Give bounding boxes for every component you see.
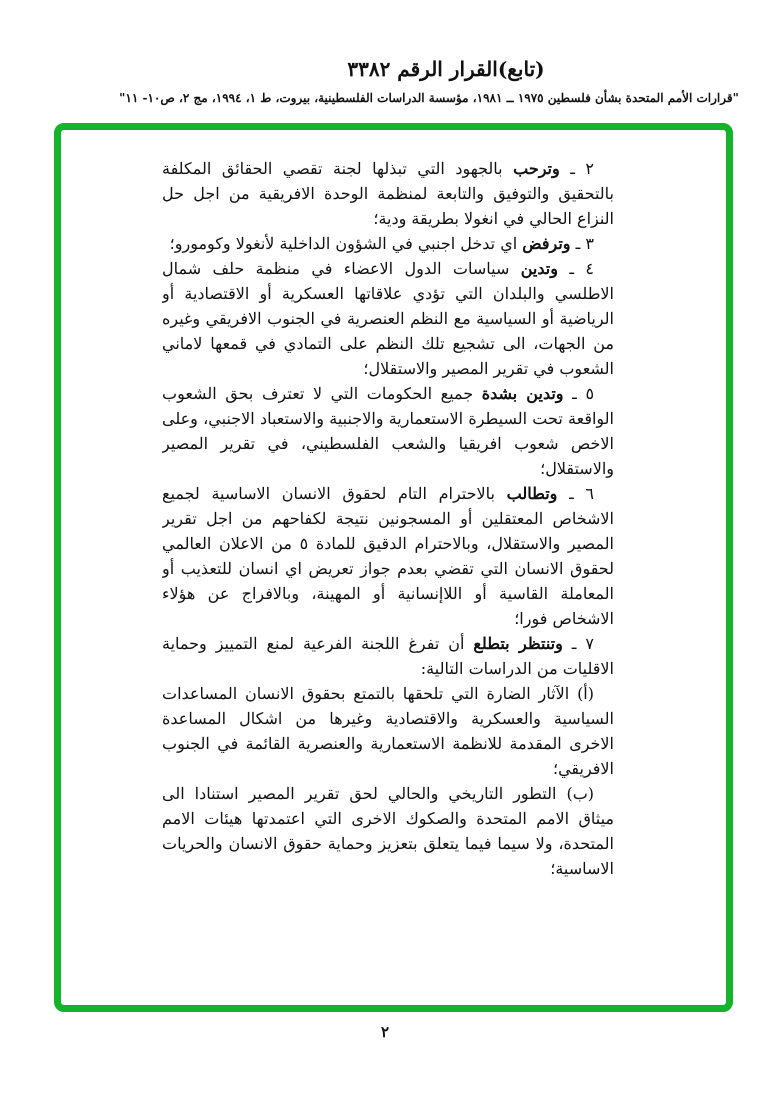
paragraph-body: أن تفرغ اللجنة الفرعية لمنع التمييز وحماية الاقليات من الدراسات التالية:: [162, 634, 614, 678]
paragraph-body: اي تدخل اجنبي في الشؤون الداخلية لأنغولا وكومورو؛: [169, 234, 518, 253]
paragraph-lead: وترحب: [513, 159, 560, 178]
subparagraph-a: [162, 681, 614, 781]
paragraph-5: [162, 381, 614, 481]
page-title: (تابع)القرار الرقم ٣٣٨٢: [347, 57, 545, 81]
paragraph-number: ٧ ـ: [571, 634, 595, 653]
paragraph-2: [162, 156, 614, 231]
paragraph-number: ٦ ـ: [569, 484, 595, 503]
paragraph-body: بالاحترام التام لحقوق الانسان الاساسية لجميع الاشخاص المعتقلين أو المسجونين نتيجة لكفاحهم من اجل تقرير المصير والاستقلال، وبالاحترام الدقيق للمادة ٥ من الاعلان العالمي لحقوق الانسان التي تقضي بعدم جواز تعريض اي انسان للتعذيب أو المعاملة القاسية أو اللاإنسانية أو المهينة، وبالافراج عن هؤلاء الاشخاص فورا؛: [162, 484, 614, 628]
paragraph-lead: وترفض: [522, 234, 571, 253]
paragraph-4: [162, 256, 614, 381]
paragraph-number: ٣ ـ: [575, 234, 594, 253]
paragraph-number: (ب): [566, 784, 594, 803]
paragraph-6: [162, 481, 614, 631]
resolution-text: [162, 156, 614, 881]
paragraph-7: [162, 631, 614, 681]
paragraph-lead: وتنتظر بتطلع: [473, 634, 563, 653]
paragraph-body: التطور التاريخي والحالي لحق تقرير المصير استنادا الى ميثاق الامم المتحدة والصكوك الاخرى التي اعتمدتها هيئات الامم المتحدة، ولا سيما فيما يتعلق بتعزيز وحماية حقوق الانسان والحريات الاساسية؛: [162, 784, 614, 878]
paragraph-number: ٢ ـ: [570, 159, 594, 178]
paragraph-3: [162, 231, 614, 256]
paragraph-number: ٥ ـ: [572, 384, 595, 403]
subparagraph-b: [162, 781, 614, 881]
paragraph-lead: وتدين: [520, 259, 558, 278]
paragraph-number: (أ): [577, 684, 594, 703]
paragraph-body: سياسات الدول الاعضاء في منظمة حلف شمال الاطلسي والبلدان التي تؤدي علاقاتها العسكرية أو الاقتصادية أو الرياضية أو السياسية مع النظم العنصرية في الجنوب الافريقي وغيره من الجهات، الى تشجيع تلك النظم على التمادي في قمعها لاماني الشعوب في تقرير المصير والاستقلال؛: [162, 259, 614, 378]
paragraph-number: ٤ ـ: [569, 259, 594, 278]
paragraph-body: بالجهود التي تبذلها لجنة تقصي الحقائق المكلفة بالتحقيق والتوفيق والتابعة لمنظمة الوحدة الافريقية من اجل حل النزاع الحالي في انغولا بطريقة ودية؛: [162, 159, 614, 228]
source-citation: "قرارات الأمم المتحدة بشأن فلسطين ١٩٧٥ ــ ١٩٨١، مؤسسة الدراسات الفلسطينية، بيروت، ط ١، ١٩٩٤، مج ٢، ص١٠- ١١": [119, 91, 739, 105]
paragraph-body: الآثار الضارة التي تلحقها بالتمتع بحقوق الانسان المساعدات السياسية والعسكرية والاقتصادية وغيرها من اشكال المساعدة الاخرى المقدمة للانظمة الاستعمارية والعنصرية القائمة في الجنوب الافريقي؛: [162, 684, 614, 778]
page-number: ٢: [380, 1023, 390, 1041]
paragraph-lead: وتدين بشدة: [481, 384, 564, 403]
paragraph-lead: وتطالب: [506, 484, 558, 503]
paragraph-body: جميع الحكومات التي لا تعترف بحق الشعوب الواقعة تحت السيطرة الاستعمارية والاجنبية والاستعباد الاجنبي، وعلى الاخص شعوب افريقيا والشعب الفلسطيني، في تقرير المصير والاستقلال؛: [162, 384, 614, 478]
